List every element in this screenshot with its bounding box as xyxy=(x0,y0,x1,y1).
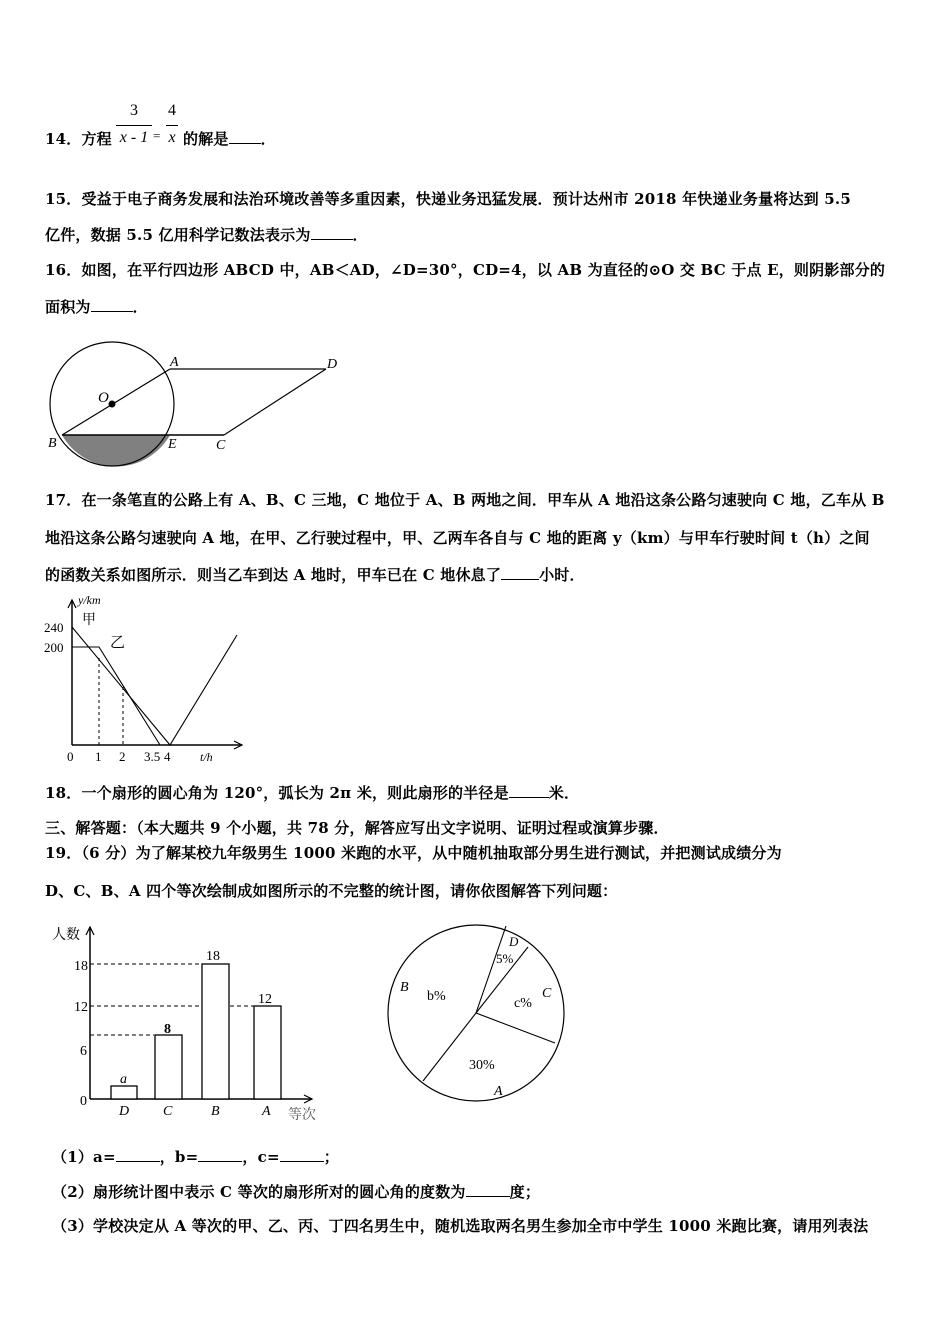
label-b: B xyxy=(48,436,57,451)
value-label-c: 8 xyxy=(164,1022,171,1037)
answer-blank[interactable] xyxy=(466,1182,510,1197)
series-jia xyxy=(72,627,237,745)
pie-chart xyxy=(380,915,580,1105)
y-tick-18: 18 xyxy=(74,959,88,974)
answer-blank[interactable] xyxy=(501,565,539,580)
label-a-percent: 30% xyxy=(469,1058,495,1073)
bar-chart xyxy=(40,915,340,1125)
y-axis-label: 人数 xyxy=(52,928,80,943)
x-tick-2: 2 xyxy=(119,749,126,764)
x-tick-0: 0 xyxy=(67,749,74,764)
label-e: E xyxy=(168,437,177,452)
q19-part-2: （2）扇形统计图中表示 C 等次的扇形所对的圆心角的度数为 度； xyxy=(52,1183,541,1201)
distance-time-chart xyxy=(40,590,260,770)
value-label-b: 18 xyxy=(206,949,220,964)
y-tick-12: 12 xyxy=(74,1000,88,1015)
label-d: D xyxy=(327,357,338,372)
fraction-4-over-x: 4 x xyxy=(168,102,176,146)
answer-blank-c[interactable] xyxy=(280,1147,324,1162)
label-d-percent: 5% xyxy=(496,951,514,966)
y-tick-6: 6 xyxy=(80,1044,87,1059)
answer-blank[interactable] xyxy=(509,783,549,798)
x-tick-3-5: 3.5 xyxy=(144,749,161,764)
x-axis-label: t/h xyxy=(200,750,213,764)
answer-blank[interactable] xyxy=(91,297,133,312)
bar-d xyxy=(111,1086,137,1099)
q19-part-1: （1）a= ，b= ，c= ； xyxy=(52,1148,339,1166)
label-b-percent: b% xyxy=(427,989,446,1004)
fraction-3-over-x-minus-1: 3 x - 1 xyxy=(114,100,154,150)
value-label-d: a xyxy=(120,1072,127,1087)
label-yi: 乙 xyxy=(110,635,126,651)
bar-c xyxy=(155,1035,182,1099)
answer-blank[interactable] xyxy=(229,129,261,144)
series-yi xyxy=(72,647,160,745)
y-tick-0: 0 xyxy=(80,1094,87,1109)
label-jia: 甲 xyxy=(82,613,96,628)
x-axis-label: 等次 xyxy=(288,1108,316,1123)
label-a: A xyxy=(494,1084,503,1099)
category-c: C xyxy=(163,1104,173,1119)
label-a: A xyxy=(170,355,179,370)
x-tick-4: 4 xyxy=(164,749,171,764)
y-tick-200: 200 xyxy=(44,640,64,655)
category-d: D xyxy=(119,1104,130,1119)
question-18: 18．一个扇形的圆心角为 120°，弧长为 2π 米，则此扇形的半径是 米． xyxy=(45,784,580,802)
category-b: B xyxy=(211,1104,220,1119)
bar-b xyxy=(202,964,229,1099)
answer-blank-b[interactable] xyxy=(198,1147,242,1162)
bar-a xyxy=(254,1006,281,1099)
q14-prefix: 14．方程 xyxy=(45,130,112,148)
section-heading: 三、解答题：（本大题共 9 个小题，共 78 分，解答应写出文字说明、证明过程或演算步骤． xyxy=(45,819,669,837)
label-c: C xyxy=(542,986,552,1001)
answer-blank-a[interactable] xyxy=(116,1147,160,1162)
label-c: C xyxy=(216,438,226,453)
parallelogram-circle-figure xyxy=(40,340,360,480)
x-tick-1: 1 xyxy=(95,749,102,764)
label-c-percent: c% xyxy=(514,996,532,1011)
label-b: B xyxy=(400,980,409,995)
category-a: A xyxy=(262,1104,271,1119)
answer-blank[interactable] xyxy=(311,225,353,240)
shaded-region xyxy=(62,435,170,467)
q19-part-3: （3）学校决定从 A 等次的甲、乙、丙、丁四名男生中，随机选取两名男生参加全市中学生 1000 米跑比赛，请用列表法 xyxy=(52,1217,869,1235)
label-d: D xyxy=(509,934,519,949)
value-label-a: 12 xyxy=(258,992,272,1007)
y-axis-label: y/km xyxy=(78,593,101,607)
label-o: O xyxy=(98,390,109,406)
y-tick-240: 240 xyxy=(44,620,64,635)
